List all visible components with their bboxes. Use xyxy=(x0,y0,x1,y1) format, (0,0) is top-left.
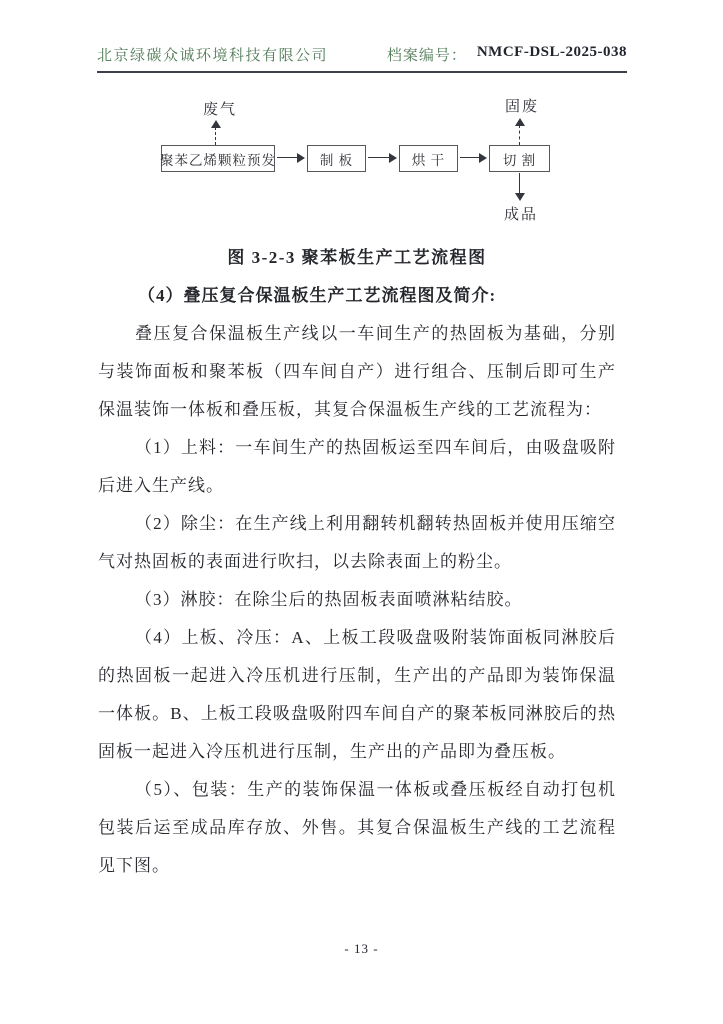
arrow-stem xyxy=(368,157,390,158)
arrow-right-2 xyxy=(368,152,397,164)
product-label: 成品 xyxy=(504,207,539,223)
figure-caption: 图 3-2-3 聚苯板生产工艺流程图 xyxy=(227,248,487,267)
arrow-stem xyxy=(215,127,216,145)
paragraph-intro: 叠压复合保温板生产线以一车间生产的热固板为基础，分别与装饰面板和聚苯板（四车间自产）进行组合、压制后即可生产保温装饰一体板和叠压板，其复合保温板生产线的工艺流程为： xyxy=(98,324,616,419)
page-number: - 13 - xyxy=(344,941,379,956)
process-box-drying: 烘 干 xyxy=(399,145,458,172)
arrow-down-icon xyxy=(515,193,525,201)
solid-down-arrow-product xyxy=(514,173,526,201)
document-body xyxy=(98,239,616,885)
solid-waste-label: 固废 xyxy=(505,99,540,115)
paragraph-step-3: （3）淋胶：在除尘后的热固板表面喷淋粘结胶。 xyxy=(135,590,523,609)
arrow-up-icon xyxy=(515,118,525,126)
process-flowchart xyxy=(97,95,622,233)
file-number-label: 档案编号： xyxy=(386,48,467,64)
arrow-stem xyxy=(277,157,298,158)
process-box-board-making: 制 板 xyxy=(307,145,366,172)
dashed-up-arrow-solid-waste xyxy=(514,118,526,145)
arrow-right-icon xyxy=(479,153,487,163)
arrow-stem xyxy=(460,157,480,158)
waste-gas-label: 废气 xyxy=(203,102,238,118)
arrow-stem xyxy=(519,125,520,145)
arrow-right-1 xyxy=(277,152,305,164)
file-number-value: NMCF-DSL-2025-038 xyxy=(476,44,627,60)
paragraph-step-5: （5）、包装：生产的装饰保温一体板或叠压板经自动打包机包装后运至成品库存放、外售。其复合保温板生产线的工艺流程见下图。 xyxy=(98,780,616,875)
arrow-right-icon xyxy=(297,153,305,163)
paragraph-step-1: （1）上料：一车间生产的热固板运至四车间后，由吸盘吸附后进入生产线。 xyxy=(98,438,616,495)
dashed-up-arrow-waste-gas xyxy=(210,120,222,145)
section-heading: （4）叠压复合保温板生产工艺流程图及简介: xyxy=(138,286,497,305)
paragraph-step-4: （4）上板、冷压：A、上板工段吸盘吸附装饰面板同淋胶后的热固板一起进入冷压机进行压制，生产出的产品即为装饰保温一体板。B、上板工段吸盘吸附四车间自产的聚苯板同淋胶后的热固板一起进入冷压机进行压制，生产出的产品即为叠压板。 xyxy=(98,628,616,761)
company-name: 北京绿碳众诚环境科技有限公司 xyxy=(97,48,329,64)
paragraph-step-2: （2）除尘：在生产线上利用翻转机翻转热固板并使用压缩空气对热固板的表面进行吹扫，以去除表面上的粉尘。 xyxy=(98,514,616,571)
process-box-pre-expansion: 聚苯乙烯颗粒预发 xyxy=(161,145,275,172)
process-box-cutting: 切 割 xyxy=(489,145,550,172)
file-number-group xyxy=(387,44,627,65)
arrow-right-icon xyxy=(389,153,397,163)
page-header xyxy=(97,44,627,73)
arrow-right-3 xyxy=(460,152,487,164)
arrow-stem xyxy=(519,173,520,193)
arrow-up-icon xyxy=(211,120,221,128)
